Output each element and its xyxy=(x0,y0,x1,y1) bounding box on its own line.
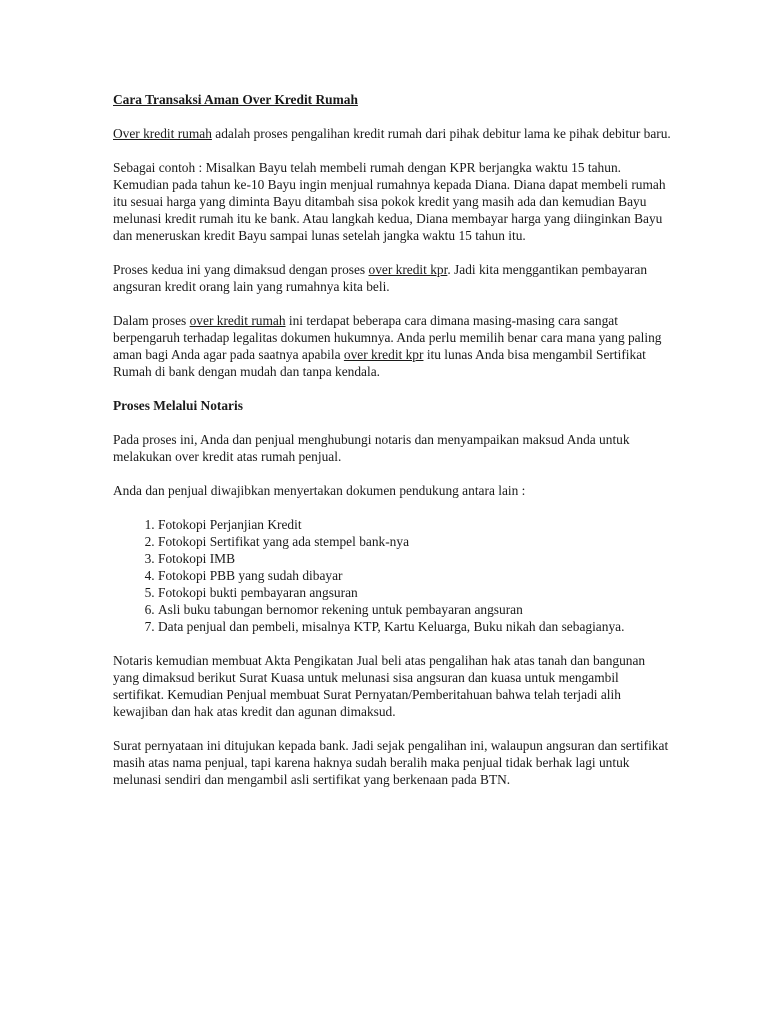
list-item: 2. Fotokopi Sertifikat yang ada stempel bank-nya xyxy=(158,533,673,550)
list-item: 4. Fotokopi PBB yang sudah dibayar xyxy=(158,567,673,584)
section-heading: Proses Melalui Notaris xyxy=(113,398,243,413)
link-over-kredit-kpr[interactable]: over kredit kpr xyxy=(368,262,448,277)
link-over-kredit-rumah[interactable]: over kredit rumah xyxy=(189,313,286,328)
paragraph-definition xyxy=(113,125,673,142)
paragraph-text: itu lunas Anda bisa mengambil Sertifikat Rumah di bank dengan mudah dan tanpa kendala. xyxy=(113,347,646,379)
list-item: 5. Fotokopi bukti pembayaran angsuran xyxy=(158,584,673,601)
paragraph-text: Proses kedua ini yang dimaksud dengan proses xyxy=(113,262,369,277)
list-item: 7. Data penjual dan pembeli, misalnya KTP, Kartu Keluarga, Buku nikah dan sebagianya. xyxy=(158,618,673,635)
paragraph-process-two xyxy=(113,261,673,295)
paragraph-text: . Jadi kita menggantikan pembayaran angsuran kredit orang lain yang rumahnya kita beli. xyxy=(113,262,648,294)
list-item: 1. Fotokopi Perjanjian Kredit xyxy=(158,516,673,533)
paragraph-documents-intro: Anda dan penjual diwajibkan menyertakan dokumen pendukung antara lain : xyxy=(113,483,526,498)
paragraph-example: Sebagai contoh : Misalkan Bayu telah membeli rumah dengan KPR berjangka waktu 15 tahun. Kemudian pada tahun ke-10 Bayu ingin menjual rumahnya kepada Diana. Diana dapat membeli rumah itu sesuai harga yang diminta Bayu ditambah sisa pokok kredit yang masih ada dan kemudian Bayu melunasi kredit rumah itu ke bank. Atau langkah kedua, Diana membayar harga yang diinginkan Bayu dan meneruskan kredit Bayu sampai lunas setelah jangka waktu 15 tahun itu. xyxy=(113,160,666,243)
paragraph-notary-intro: Pada proses ini, Anda dan penjual menghubungi notaris dan menyampaikan maksud Anda untuk melakukan over kredit atas rumah penjual. xyxy=(113,432,630,464)
document-body xyxy=(113,91,673,805)
link-over-kredit-rumah[interactable]: Over kredit rumah xyxy=(113,126,212,141)
paragraph-statement: Surat pernyataan ini ditujukan kepada bank. Jadi sejak pengalihan ini, walaupun angsuran dan sertifikat masih atas nama penjual, tapi karena haknya sudah beralih maka penjual tidak berhak lagi untuk melunasi sendiri dan mengambil asli sertifikat yang berkenaan pada BTN. xyxy=(113,738,669,787)
paragraph-notary-deed: Notaris kemudian membuat Akta Pengikatan Jual beli atas pengalihan hak atas tanah dan bangunan yang dimaksud berikut Surat Kuasa untuk melunasi sisa angsuran dan kuasa untuk mengambil sertifikat. Kemudian Penjual membuat Surat Pernyatan/Pemberitahuan bahwa telah terjadi alih kewajiban dan hak atas kredit dan agunan dimaksud. xyxy=(113,653,646,719)
link-over-kredit-kpr[interactable]: over kredit kpr xyxy=(343,347,424,362)
paragraph-text: adalah proses pengalihan kredit rumah dari pihak debitur lama ke pihak debitur baru. xyxy=(211,126,671,141)
documents-list xyxy=(113,516,673,635)
paragraph-text: Dalam proses xyxy=(113,313,190,328)
list-item: 6. Asli buku tabungan bernomor rekening untuk pembayaran angsuran xyxy=(158,601,673,618)
list-item: 3. Fotokopi IMB xyxy=(158,550,673,567)
document-title: Cara Transaksi Aman Over Kredit Rumah xyxy=(113,92,358,107)
paragraph-text: ini terdapat beberapa cara dimana masing-masing cara sangat berpengaruh terhadap legalitas dokumen hukumnya. Anda perlu memilih benar cara mana yang paling aman bagi Anda agar pada saatnya apabila xyxy=(113,313,662,362)
paragraph-methods xyxy=(113,312,673,380)
